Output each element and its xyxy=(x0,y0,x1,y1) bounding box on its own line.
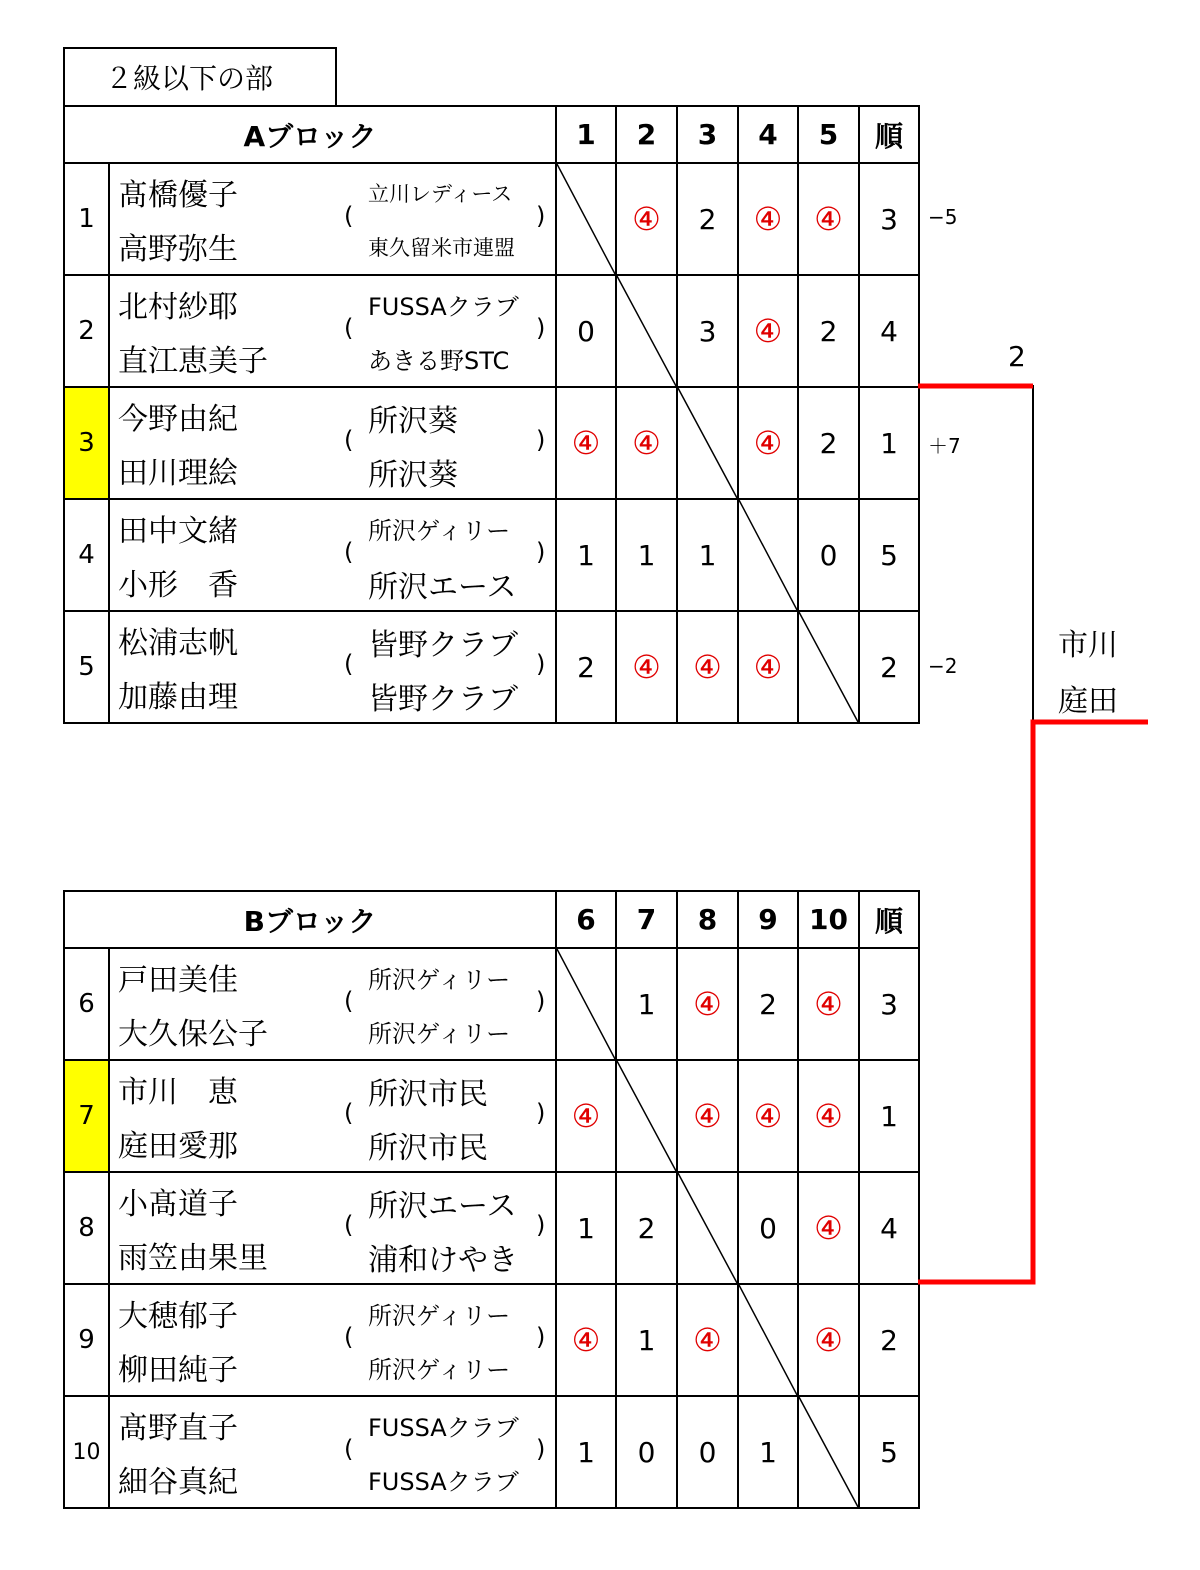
close-paren: ) xyxy=(536,426,546,454)
self-match-diagonal xyxy=(738,499,798,611)
opponent-column-header: 5 xyxy=(798,106,859,163)
self-match-diagonal xyxy=(798,611,859,723)
pair-row xyxy=(64,1172,919,1284)
club-name: 皆野クラブ xyxy=(368,682,518,717)
point-diff-note: ＋7 xyxy=(928,434,961,458)
rank-cell: 4 xyxy=(859,275,919,387)
match-score: 3 xyxy=(677,275,738,387)
opponent-column-header: 9 xyxy=(738,891,798,948)
match-score: ④ xyxy=(798,1284,859,1396)
diagonal-line xyxy=(678,1173,737,1283)
club-name: 所沢ゲィリー xyxy=(368,517,511,545)
pair-number: 8 xyxy=(64,1172,109,1284)
club-name: FUSSAクラブ xyxy=(368,293,519,321)
opponent-column-header: 8 xyxy=(677,891,738,948)
match-score: 0 xyxy=(616,1396,677,1508)
match-score: ④ xyxy=(616,163,677,275)
pair-row xyxy=(64,163,919,275)
rank-cell: 1 xyxy=(859,1060,919,1172)
match-score: 2 xyxy=(798,387,859,499)
pair-number: 5 xyxy=(64,611,109,723)
match-score: 1 xyxy=(616,499,677,611)
match-score: ④ xyxy=(556,1284,616,1396)
club-name: 所沢ゲィリー xyxy=(368,1020,511,1048)
match-score: 1 xyxy=(616,948,677,1060)
match-score: ④ xyxy=(677,1060,738,1172)
player-name: 髙野直子 xyxy=(118,1411,238,1446)
club-name: 所沢エース xyxy=(368,570,517,605)
opponent-column-header: 7 xyxy=(616,891,677,948)
match-score: ④ xyxy=(677,948,738,1060)
match-score: ④ xyxy=(738,1060,798,1172)
match-score: ④ xyxy=(677,611,738,723)
pair-number: 2 xyxy=(64,275,109,387)
pair-cell xyxy=(109,1060,556,1172)
match-score: ④ xyxy=(616,611,677,723)
club-name: 所沢市民 xyxy=(368,1131,488,1166)
diagonal-line xyxy=(557,949,615,1059)
pair-cell xyxy=(109,275,556,387)
pair-row xyxy=(64,948,919,1060)
match-score: ④ xyxy=(738,163,798,275)
pair-row xyxy=(64,611,919,723)
diagonal-line xyxy=(557,164,615,274)
match-score: 1 xyxy=(556,1396,616,1508)
player-name: 髙橋優子 xyxy=(118,178,238,213)
self-match-diagonal xyxy=(616,275,677,387)
opponent-column-header: 4 xyxy=(738,106,798,163)
match-score: ④ xyxy=(798,163,859,275)
match-score: ④ xyxy=(798,1172,859,1284)
player-name: 加藤由理 xyxy=(118,680,238,715)
player-name: 雨笠由果里 xyxy=(118,1241,268,1276)
close-paren: ) xyxy=(536,650,546,678)
club-name: 所沢エース xyxy=(368,1189,517,1224)
pair-row xyxy=(64,499,919,611)
block-header: Aブロック xyxy=(64,106,556,163)
diagonal-line xyxy=(739,500,797,610)
match-score: 0 xyxy=(738,1172,798,1284)
club-name: FUSSAクラブ xyxy=(368,1414,519,1442)
pair-cell xyxy=(109,948,556,1060)
player-name: 田中文緒 xyxy=(118,514,238,549)
diagonal-line xyxy=(799,612,858,722)
match-score: 1 xyxy=(677,499,738,611)
player-name: 今野由紀 xyxy=(118,402,238,437)
pair-number: 6 xyxy=(64,948,109,1060)
match-score: 1 xyxy=(738,1396,798,1508)
rank-cell: 1 xyxy=(859,387,919,499)
club-name: 立川レディース xyxy=(368,182,513,206)
close-paren: ) xyxy=(536,1099,546,1127)
pair-number: 7 xyxy=(64,1060,109,1172)
bracket-line-b xyxy=(918,722,1148,1282)
pair-number: 3 xyxy=(64,387,109,499)
match-score: ④ xyxy=(738,387,798,499)
division-title: ２級以下の部 xyxy=(63,47,337,105)
final-winner-line2: 庭田 xyxy=(1058,684,1118,719)
open-paren: ( xyxy=(344,1323,354,1351)
open-paren: ( xyxy=(344,538,354,566)
player-name: 小形 香 xyxy=(118,568,238,603)
club-name: 所沢ゲィリー xyxy=(368,1356,511,1384)
rank-column-header: 順 xyxy=(859,891,919,948)
open-paren: ( xyxy=(344,426,354,454)
final-score: 2 xyxy=(1008,340,1026,373)
club-name: あきる野STC xyxy=(368,347,510,375)
pair-cell xyxy=(109,1284,556,1396)
self-match-diagonal xyxy=(616,1060,677,1172)
rank-cell: 2 xyxy=(859,611,919,723)
pair-cell xyxy=(109,387,556,499)
pair-cell xyxy=(109,611,556,723)
match-score: 2 xyxy=(556,611,616,723)
match-score: ④ xyxy=(556,387,616,499)
match-score: ④ xyxy=(738,275,798,387)
self-match-diagonal xyxy=(556,948,616,1060)
player-name: 田川理絵 xyxy=(118,456,238,491)
close-paren: ) xyxy=(536,1211,546,1239)
self-match-diagonal xyxy=(677,387,738,499)
player-name: 庭田愛那 xyxy=(118,1129,238,1164)
diagonal-line xyxy=(799,1397,858,1507)
pair-number: 4 xyxy=(64,499,109,611)
rank-cell: 3 xyxy=(859,948,919,1060)
diagonal-line xyxy=(617,276,676,386)
player-name: 松浦志帆 xyxy=(118,626,238,661)
pair-row xyxy=(64,387,919,499)
club-name: 所沢葵 xyxy=(368,458,458,493)
close-paren: ) xyxy=(536,314,546,342)
self-match-diagonal xyxy=(677,1172,738,1284)
block-header: Bブロック xyxy=(64,891,556,948)
match-score: ④ xyxy=(798,948,859,1060)
match-score: 0 xyxy=(677,1396,738,1508)
club-name: 東久留米市連盟 xyxy=(368,236,515,260)
rank-cell: 4 xyxy=(859,1172,919,1284)
block-b-table xyxy=(63,890,920,1509)
club-name: 浦和けやき xyxy=(368,1243,518,1278)
diagonal-line xyxy=(617,1061,676,1171)
match-score: ④ xyxy=(556,1060,616,1172)
match-score: ④ xyxy=(677,1284,738,1396)
rank-cell: 3 xyxy=(859,163,919,275)
pair-number: 9 xyxy=(64,1284,109,1396)
pair-row xyxy=(64,1396,919,1508)
close-paren: ) xyxy=(536,202,546,230)
club-name: 所沢市民 xyxy=(368,1077,488,1112)
opponent-column-header: 1 xyxy=(556,106,616,163)
match-score: ④ xyxy=(798,1060,859,1172)
diagonal-line xyxy=(678,388,737,498)
player-name: 直江恵美子 xyxy=(118,344,268,379)
self-match-diagonal xyxy=(556,163,616,275)
open-paren: ( xyxy=(344,202,354,230)
pair-row xyxy=(64,1060,919,1172)
opponent-column-header: 6 xyxy=(556,891,616,948)
self-match-diagonal xyxy=(798,1396,859,1508)
pair-cell xyxy=(109,163,556,275)
match-score: 1 xyxy=(556,499,616,611)
close-paren: ) xyxy=(536,987,546,1015)
player-name: 小髙道子 xyxy=(118,1187,238,1222)
player-name: 市川 恵 xyxy=(118,1075,238,1110)
match-score: 0 xyxy=(798,499,859,611)
open-paren: ( xyxy=(344,1435,354,1463)
club-name: FUSSAクラブ xyxy=(368,1468,519,1496)
self-match-diagonal xyxy=(738,1284,798,1396)
point-diff-note: −5 xyxy=(928,205,958,229)
opponent-column-header: 10 xyxy=(798,891,859,948)
rank-cell: 2 xyxy=(859,1284,919,1396)
pair-number: 1 xyxy=(64,163,109,275)
final-winner-line1: 市川 xyxy=(1058,628,1118,663)
close-paren: ) xyxy=(536,1435,546,1463)
match-score: 2 xyxy=(738,948,798,1060)
player-name: 大久保公子 xyxy=(118,1017,268,1052)
rank-cell: 5 xyxy=(859,1396,919,1508)
match-score: 2 xyxy=(798,275,859,387)
player-name: 戸田美佳 xyxy=(118,963,238,998)
pair-row xyxy=(64,1284,919,1396)
block-a-table xyxy=(63,105,920,724)
match-score: 2 xyxy=(616,1172,677,1284)
player-name: 高野弥生 xyxy=(118,232,238,267)
club-name: 所沢ゲィリー xyxy=(368,966,511,994)
club-name: 所沢ゲィリー xyxy=(368,1302,511,1330)
match-score: ④ xyxy=(616,387,677,499)
close-paren: ) xyxy=(536,1323,546,1351)
club-name: 所沢葵 xyxy=(368,404,458,439)
open-paren: ( xyxy=(344,987,354,1015)
player-name: 北村紗耶 xyxy=(118,290,238,325)
club-name: 皆野クラブ xyxy=(368,628,518,663)
pair-cell xyxy=(109,1396,556,1508)
match-score: 1 xyxy=(556,1172,616,1284)
opponent-column-header: 3 xyxy=(677,106,738,163)
player-name: 柳田純子 xyxy=(118,1353,238,1388)
match-score: 1 xyxy=(616,1284,677,1396)
match-score: 0 xyxy=(556,275,616,387)
player-name: 細谷真紀 xyxy=(118,1465,238,1500)
open-paren: ( xyxy=(344,314,354,342)
open-paren: ( xyxy=(344,1099,354,1127)
rank-cell: 5 xyxy=(859,499,919,611)
pair-cell xyxy=(109,499,556,611)
match-score: ④ xyxy=(738,611,798,723)
pair-cell xyxy=(109,1172,556,1284)
point-diff-note: −2 xyxy=(928,654,958,678)
pair-number: 10 xyxy=(64,1396,109,1508)
match-score: 2 xyxy=(677,163,738,275)
diagonal-line xyxy=(739,1285,797,1395)
pair-row xyxy=(64,275,919,387)
close-paren: ) xyxy=(536,538,546,566)
opponent-column-header: 2 xyxy=(616,106,677,163)
player-name: 大穂郁子 xyxy=(118,1299,238,1334)
rank-column-header: 順 xyxy=(859,106,919,163)
open-paren: ( xyxy=(344,1211,354,1239)
open-paren: ( xyxy=(344,650,354,678)
